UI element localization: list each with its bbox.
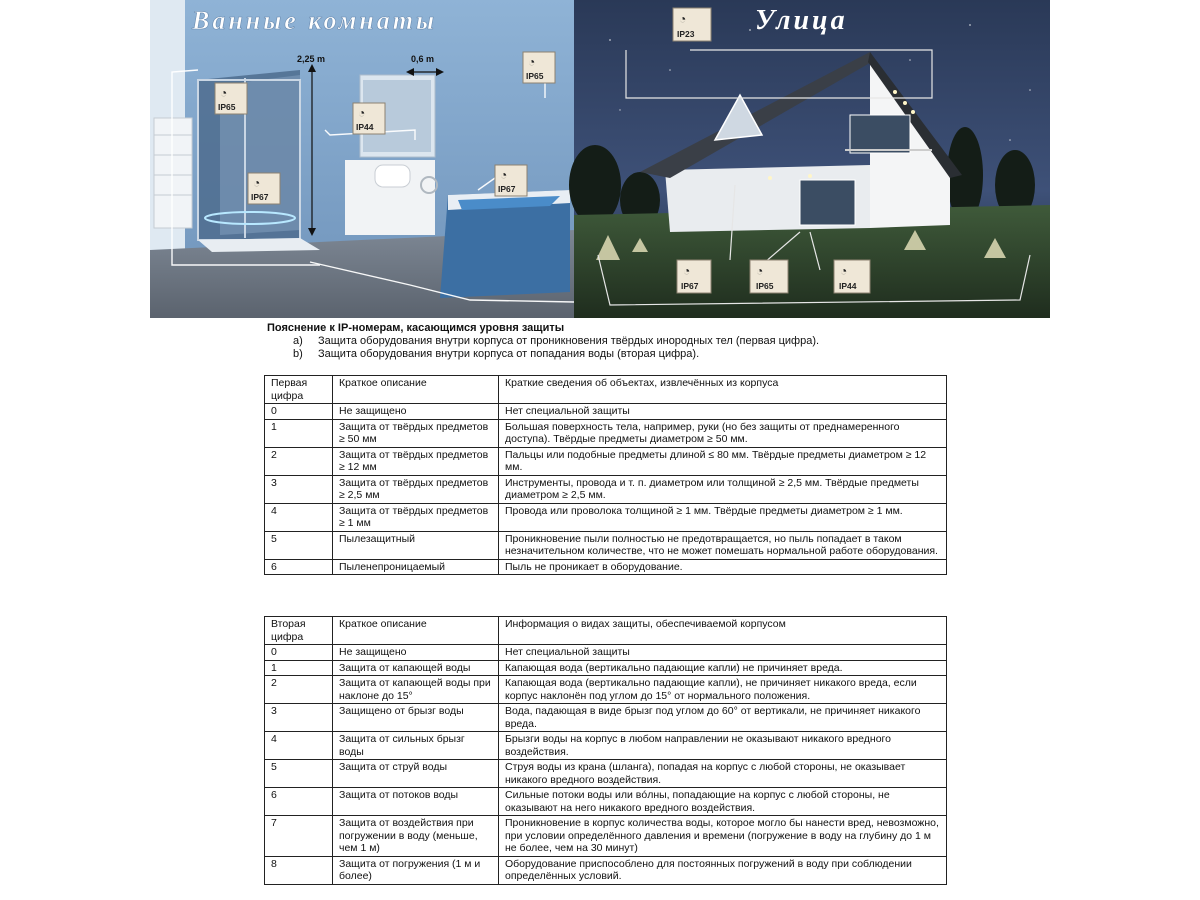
ip-zones-illustration	[150, 0, 1050, 318]
svg-text:IP65: IP65	[218, 102, 236, 112]
table-row	[265, 660, 947, 676]
towel-radiator	[154, 118, 192, 228]
cell-short: Не защищено	[333, 645, 499, 661]
cell-digit: 0	[265, 645, 333, 661]
cell-detail: Инструменты, провода и т. п. диаметром или толщиной ≥ 2,5 мм. Твёрдые предметы диаметром ≥ 2,5 мм.	[499, 475, 947, 503]
drop-icon: ◔	[253, 176, 261, 190]
cell-short: Защита от сильных брызг воды	[333, 732, 499, 760]
svg-text:IP67: IP67	[251, 192, 269, 202]
table-row	[265, 447, 947, 475]
cell-short: Защита от капающей воды при наклоне до 15°	[333, 676, 499, 704]
cell-detail: Оборудование приспособлено для постоянных погружений в воду при соблюдении определённых условий.	[499, 856, 947, 884]
drop-icon: ◔	[358, 106, 366, 120]
drop-icon: ◔	[220, 86, 228, 100]
cell-short: Защищено от брызг воды	[333, 704, 499, 732]
svg-text:IP23: IP23	[677, 29, 695, 39]
cell-short: Защита от струй воды	[333, 760, 499, 788]
table-row	[265, 559, 947, 575]
cell-short: Защита от твёрдых предметов ≥ 12 мм	[333, 447, 499, 475]
cell-short: Пыленепроницаемый	[333, 559, 499, 575]
cell-detail: Вода, падающая в виде брызг под углом до 60° от вертикали, не причиняет никакого вреда.	[499, 704, 947, 732]
cell-digit: 1	[265, 660, 333, 676]
ip-label-ground	[677, 260, 711, 293]
table-row	[265, 404, 947, 420]
dim-height-label: 2,25 m	[297, 54, 326, 64]
ip-label-shower-floor	[248, 173, 280, 204]
table-row	[265, 419, 947, 447]
svg-text:IP44: IP44	[839, 281, 857, 291]
ip-label-sink	[353, 103, 385, 134]
table-row	[265, 704, 947, 732]
header-digit: Вторая цифра	[265, 617, 333, 645]
cell-detail: Сильные потоки воды или вóлны, попадающие на корпус с любой стороны, не оказывают на него никакого вредного воздействия.	[499, 788, 947, 816]
table-row	[265, 475, 947, 503]
legend-item-b	[267, 348, 987, 361]
drop-icon: ◔	[756, 264, 764, 278]
cell-digit: 8	[265, 856, 333, 884]
table-first-digit	[264, 375, 947, 575]
table-row	[265, 531, 947, 559]
legend-letter: b)	[293, 348, 303, 360]
cell-short: Защита от твёрдых предметов ≥ 1 мм	[333, 503, 499, 531]
cell-digit: 6	[265, 788, 333, 816]
cell-detail: Нет специальной защиты	[499, 645, 947, 661]
bathroom-scene	[150, 0, 574, 318]
cell-short: Защита от твёрдых предметов ≥ 50 мм	[333, 419, 499, 447]
svg-text:IP67: IP67	[498, 184, 516, 194]
cell-detail: Нет специальной защиты	[499, 404, 947, 420]
table-row	[265, 676, 947, 704]
drop-icon: ◔	[500, 168, 508, 182]
cell-short: Защита от погружения (1 м и более)	[333, 856, 499, 884]
table-row	[265, 645, 947, 661]
cell-short: Пылезащитный	[333, 531, 499, 559]
header-digit: Первая цифра	[265, 376, 333, 404]
legend-text: Защита оборудования внутри корпуса от проникновения твёрдых инородных тел (первая цифра).	[318, 335, 820, 347]
header-short-description: Краткое описание	[333, 376, 499, 404]
table-row	[265, 760, 947, 788]
street-scene	[569, 0, 1050, 318]
svg-text:IP65: IP65	[526, 71, 544, 81]
cell-digit: 4	[265, 732, 333, 760]
svg-text:IP67: IP67	[681, 281, 699, 291]
cell-short: Защита от капающей воды	[333, 660, 499, 676]
cell-digit: 5	[265, 531, 333, 559]
header-short-description: Краткое описание	[333, 617, 499, 645]
cell-detail: Пальцы или подобные предметы длиной ≤ 80 мм. Твёрдые предметы диаметром ≥ 12 мм.	[499, 447, 947, 475]
bathtub	[440, 190, 570, 298]
ip-label-bathtub	[495, 165, 527, 196]
cell-digit: 7	[265, 816, 333, 857]
cell-digit: 4	[265, 503, 333, 531]
legend-text: Защита оборудования внутри корпуса от попадания воды (вторая цифра).	[318, 348, 700, 360]
legend-letter: a)	[293, 335, 303, 347]
cell-detail: Проникновение пыли полностью не предотвращается, но пыль попадает в таком незначительном количестве, что не может помешать нормальной работе оборудования.	[499, 531, 947, 559]
header-details: Краткие сведения об объектах, извлечённых из корпуса	[499, 376, 947, 404]
cell-short: Защита от твёрдых предметов ≥ 2,5 мм	[333, 475, 499, 503]
cell-detail: Провода или проволока толщиной ≥ 1 мм. Твёрдые предметы диаметром ≥ 1 мм.	[499, 503, 947, 531]
cell-detail: Большая поверхность тела, например, руки (но без защиты от преднамеренного доступа). Твёрдые предметы диаметром ≥ 50 мм.	[499, 419, 947, 447]
drop-icon: ◔	[840, 264, 848, 278]
table-row	[265, 856, 947, 884]
cell-short: Не защищено	[333, 404, 499, 420]
legend-item-a	[267, 335, 987, 348]
cell-short: Защита от потоков воды	[333, 788, 499, 816]
cell-digit: 2	[265, 447, 333, 475]
ip-label-bath-wall	[523, 52, 555, 83]
table-row	[265, 816, 947, 857]
cell-detail: Капающая вода (вертикально падающие капли), не причиняет никакого вреда, если корпус наклонён под углом до 15° от нормального положения.	[499, 676, 947, 704]
cell-digit: 3	[265, 704, 333, 732]
drop-icon: ◔	[683, 264, 691, 278]
bathroom-title: Ванные комнаты	[192, 6, 437, 35]
cell-digit: 3	[265, 475, 333, 503]
cell-detail: Струя воды из крана (шланга), попадая на корпус с любой стороны, не оказывает никакого вредного воздействия.	[499, 760, 947, 788]
cell-digit: 5	[265, 760, 333, 788]
drop-icon: ◔	[528, 55, 536, 69]
dim-width-label: 0,6 m	[411, 54, 435, 64]
table-header-row	[265, 617, 947, 645]
table-row	[265, 503, 947, 531]
table-second-digit	[264, 616, 947, 885]
svg-text:IP65: IP65	[756, 281, 774, 291]
svg-text:IP44: IP44	[356, 122, 374, 132]
ip-label-wall	[750, 260, 788, 293]
cell-detail: Капающая вода (вертикально падающие капли) не причиняет вреда.	[499, 660, 947, 676]
header-details: Информация о видах защиты, обеспечиваемой корпусом	[499, 617, 947, 645]
cell-digit: 6	[265, 559, 333, 575]
ip-label-facade	[834, 260, 870, 293]
table-row	[265, 732, 947, 760]
street-title: Улица	[755, 5, 848, 36]
table-row	[265, 788, 947, 816]
table-header-row	[265, 376, 947, 404]
ip-label-roof	[673, 8, 711, 41]
legend-title: Пояснение к IP-номерам, касающимся уровня защиты	[267, 322, 565, 334]
cell-detail: Брызги воды на корпус в любом направлении не оказывают никакого вредного воздействия.	[499, 732, 947, 760]
cell-detail: Пыль не проникает в оборудование.	[499, 559, 947, 575]
cell-digit: 2	[265, 676, 333, 704]
cell-digit: 1	[265, 419, 333, 447]
cell-detail: Проникновение в корпус количества воды, которое могло бы нанести вред, невозможно, при условии определённого давления и времени (погружение в воду на глубину до 1 м не более, чем на 30 минут)	[499, 816, 947, 857]
ip-legend	[267, 322, 987, 361]
drop-icon: ◔	[679, 12, 687, 26]
ip-label-shower-top	[215, 83, 247, 114]
cell-short: Защита от воздействия при погружении в воду (меньше, чем 1 м)	[333, 816, 499, 857]
cell-digit: 0	[265, 404, 333, 420]
